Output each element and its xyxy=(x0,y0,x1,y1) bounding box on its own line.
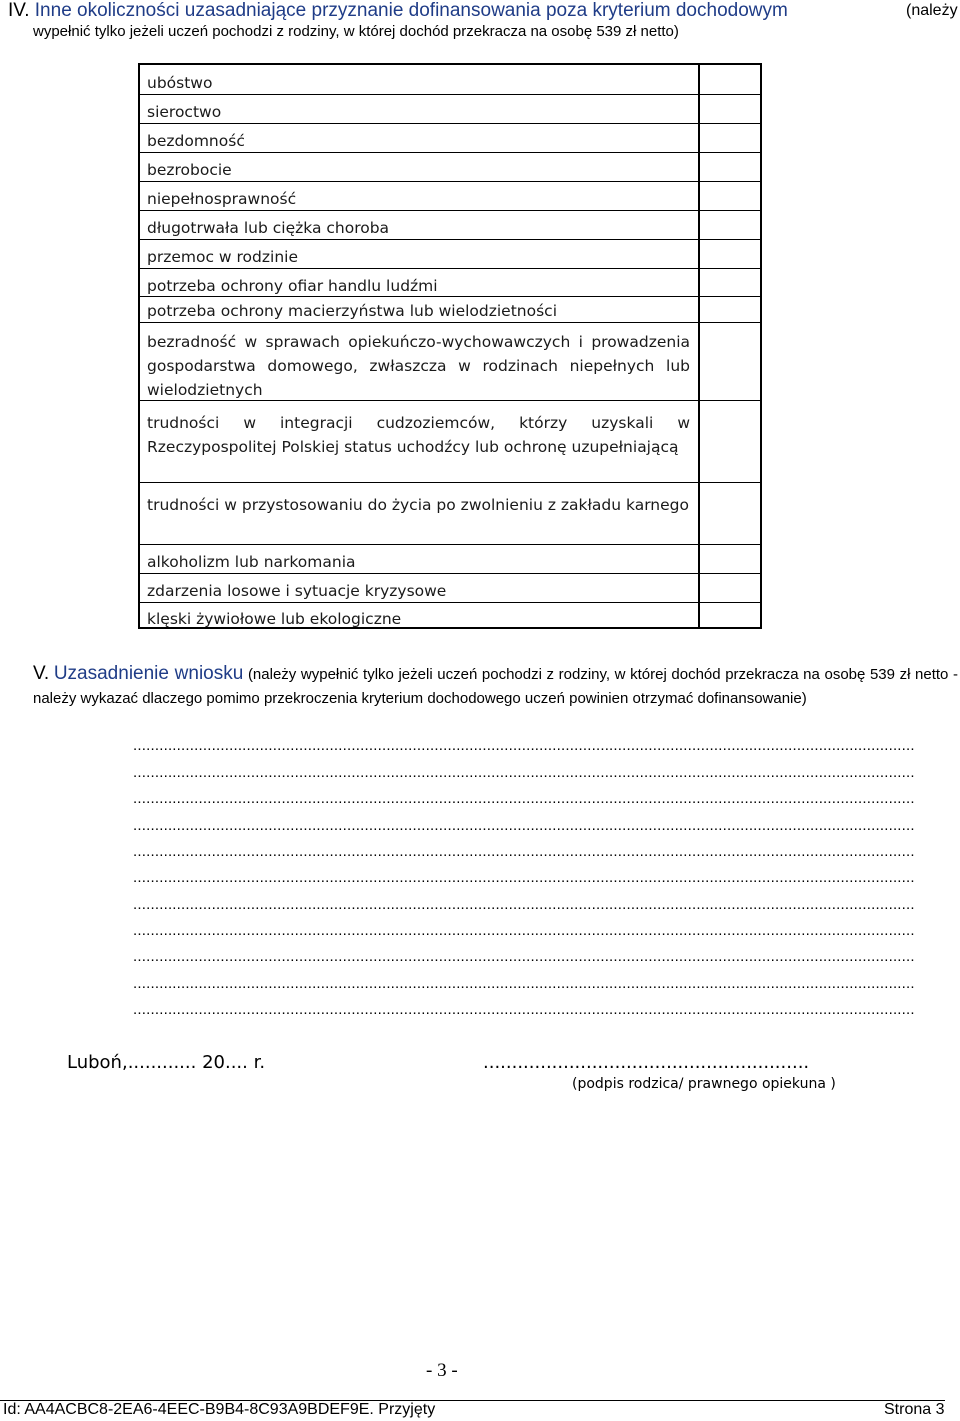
justification-line[interactable]: ................................................................................................................................................................................... xyxy=(133,1001,915,1018)
section-iv-heading xyxy=(8,0,788,22)
justification-line[interactable]: ................................................................................................................................................................................... xyxy=(133,764,915,781)
criteria-row xyxy=(140,65,698,95)
signature-label: (podpis rodzica/ prawnego opiekuna ) xyxy=(572,1076,836,1092)
criteria-row xyxy=(140,124,698,153)
criteria-label: potrzeba ochrony macierzyństwa lub wielodzietności xyxy=(147,302,558,320)
justification-line[interactable]: ................................................................................................................................................................................... xyxy=(133,817,915,834)
criteria-label: długotrwała lub ciężka choroba xyxy=(147,219,390,237)
criteria-checkbox[interactable] xyxy=(700,65,762,95)
criteria-label: ubóstwo xyxy=(147,74,213,92)
criteria-label: niepełnosprawność xyxy=(147,190,297,208)
justification-line[interactable]: ................................................................................................................................................................................... xyxy=(133,948,915,965)
criteria-checkbox[interactable] xyxy=(700,153,762,182)
criteria-checkbox[interactable] xyxy=(700,297,762,323)
justification-line[interactable]: ................................................................................................................................................................................... xyxy=(133,975,915,992)
justification-line[interactable]: ................................................................................................................................................................................... xyxy=(133,843,915,860)
justification-line[interactable]: ................................................................................................................................................................................... xyxy=(133,737,915,754)
criteria-checkbox[interactable] xyxy=(700,124,762,153)
criteria-row xyxy=(140,603,698,629)
criteria-label: trudności w integracji cudzoziemców, którzy uzyskali w Rzeczypospolitej Polskiej status uchodźcy lub ochronę uzupełniającą xyxy=(147,414,690,456)
criteria-checkbox[interactable] xyxy=(700,95,762,124)
criteria-checkbox[interactable] xyxy=(700,483,762,545)
criteria-row xyxy=(140,323,698,401)
criteria-row xyxy=(140,269,698,297)
criteria-row xyxy=(140,297,698,323)
place-date-field[interactable]: Luboń,............ 20.... r. xyxy=(67,1052,266,1073)
section-iv-title: Inne okoliczności uzasadniające przyznanie dofinansowania poza kryterium dochodowym xyxy=(34,0,788,21)
criteria-row xyxy=(140,240,698,269)
criteria-label: bezradność w sprawach opiekuńczo-wychowawczych i prowadzenia gospodarstwa domowego, zwłaszcza w rodzinach niepełnych lub wielodzietnych xyxy=(147,333,690,399)
page-number-marker: - 3 - xyxy=(426,1360,458,1381)
criteria-row xyxy=(140,95,698,124)
section-iv-number: IV. xyxy=(8,0,30,21)
criteria-row xyxy=(140,574,698,603)
criteria-checkbox[interactable] xyxy=(700,603,762,629)
section-iv-note-right: (należy xyxy=(906,2,958,19)
criteria-checkbox[interactable] xyxy=(700,323,762,401)
section-v-block xyxy=(33,662,958,711)
criteria-label: zdarzenia losowe i sytuacje kryzysowe xyxy=(147,582,447,600)
criteria-label: trudności w przystosowaniu do życia po zwolnieniu z zakładu karnego xyxy=(147,496,689,514)
section-v-number: V. xyxy=(33,663,50,684)
criteria-label: bezrobocie xyxy=(147,161,232,179)
criteria-checkbox[interactable] xyxy=(700,211,762,240)
criteria-checkbox[interactable] xyxy=(700,574,762,603)
footer-document-id: Id: AA4ACBC8-2EA6-4EEC-B9B4-8C93A9BDEF9E. Przyjęty xyxy=(3,1401,436,1418)
justification-line[interactable]: ................................................................................................................................................................................... xyxy=(133,896,915,913)
justification-line[interactable]: ................................................................................................................................................................................... xyxy=(133,790,915,807)
criteria-row xyxy=(140,182,698,211)
criteria-label: sieroctwo xyxy=(147,103,222,121)
section-v-note: (należy wypełnić tylko jeżeli uczeń pochodzi z rodziny, w której dochód przekracza na osobę 539 zł netto - należy wykazać dlaczego pomimo przekroczenia kryterium dochodowego uczeń powinien otrzymać dofinansowanie) xyxy=(33,666,958,707)
criteria-checkbox[interactable] xyxy=(700,269,762,297)
criteria-row xyxy=(140,153,698,182)
footer-page-number: Strona 3 xyxy=(884,1401,945,1418)
criteria-checkbox[interactable] xyxy=(700,182,762,211)
criteria-label: alkoholizm lub narkomania xyxy=(147,553,356,571)
criteria-table xyxy=(138,63,762,629)
section-v-title: Uzasadnienie wniosku xyxy=(53,663,244,684)
criteria-label: przemoc w rodzinie xyxy=(147,248,298,266)
criteria-checkbox[interactable] xyxy=(700,545,762,574)
criteria-label: klęski żywiołowe lub ekologiczne xyxy=(147,610,402,628)
justification-line[interactable]: ................................................................................................................................................................................... xyxy=(133,869,915,886)
criteria-label: potrzeba ochrony ofiar handlu ludźmi xyxy=(147,277,438,295)
criteria-row xyxy=(140,211,698,240)
criteria-checkbox[interactable] xyxy=(700,240,762,269)
signature-field[interactable]: ......................................................... xyxy=(483,1052,810,1073)
justification-line[interactable]: ................................................................................................................................................................................... xyxy=(133,922,915,939)
criteria-label: bezdomność xyxy=(147,132,245,150)
criteria-checkbox[interactable] xyxy=(700,401,762,483)
criteria-row xyxy=(140,401,698,483)
criteria-row xyxy=(140,545,698,574)
section-iv-subtitle: wypełnić tylko jeżeli uczeń pochodzi z rodziny, w której dochód przekracza na osobę 539 zł netto) xyxy=(33,23,679,40)
criteria-row xyxy=(140,483,698,545)
